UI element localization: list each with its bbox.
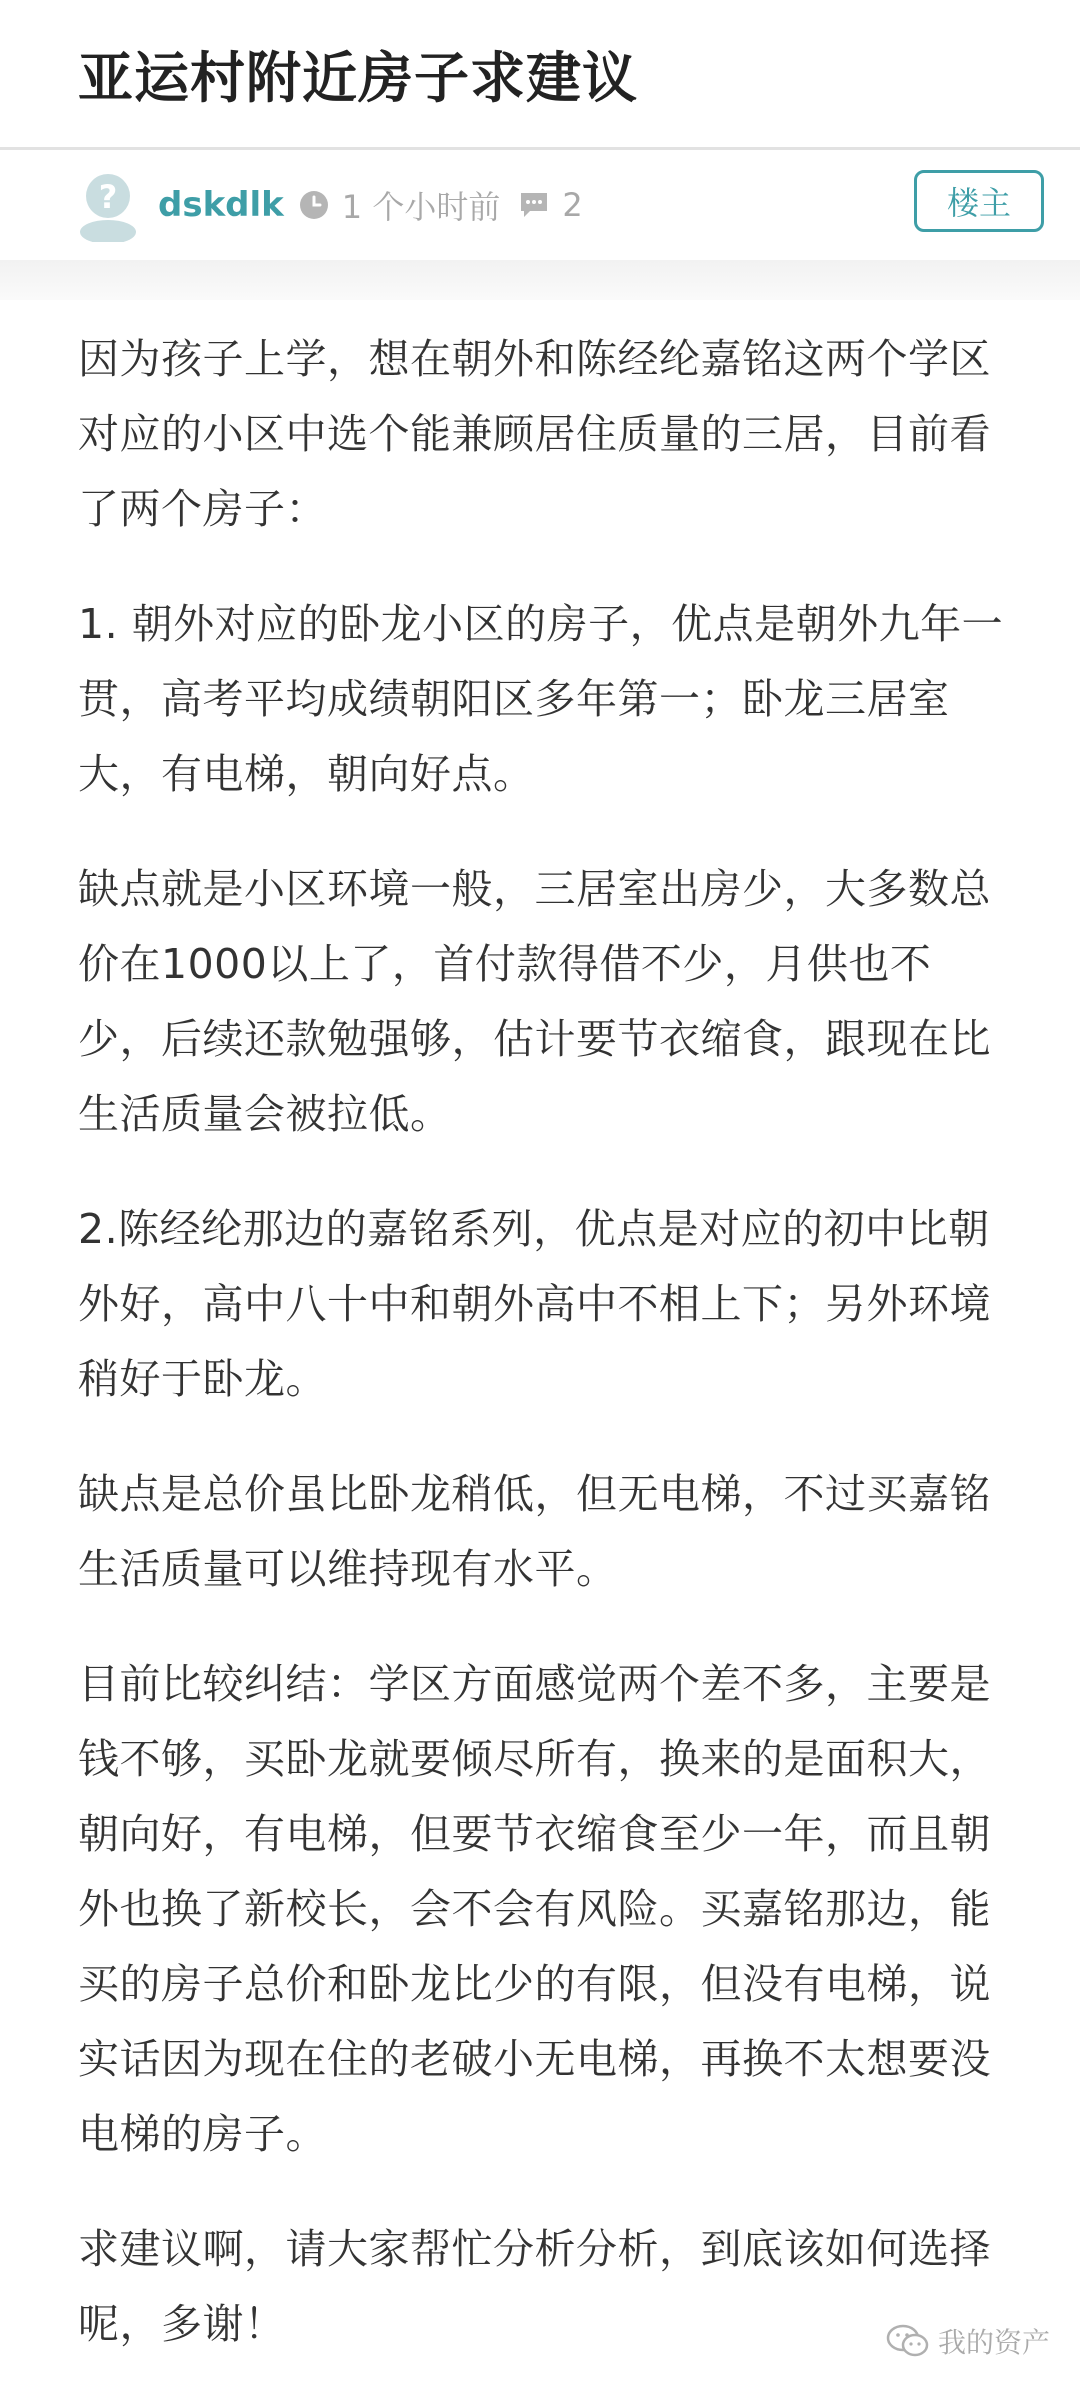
post-paragraph: 缺点就是小区环境一般，三居室出房少，大多数总价在1000以上了，首付款得借不少，月供也不少，后续还款勉强够，估计要节衣缩食，跟现在比生活质量会被拉低。 bbox=[78, 865, 991, 1138]
post-meta-bar bbox=[0, 150, 1080, 260]
watermark bbox=[886, 2321, 1050, 2361]
comment-count[interactable]: 2 bbox=[562, 186, 583, 224]
divider-band bbox=[0, 260, 1080, 300]
post-paragraph: 2.陈经纶那边的嘉铭系列，优点是对应的初中比朝外好，高中八十中和朝外高中不相上下；另外环境稍好于卧龙。 bbox=[78, 1205, 991, 1403]
post-time: 1 个小时前 bbox=[341, 188, 501, 226]
watermark-text: 我的资产 bbox=[937, 2326, 1050, 2359]
author-name[interactable]: dskdlk bbox=[158, 185, 284, 225]
wechat-icon bbox=[886, 2324, 930, 2358]
post-title: 亚运村附近房子求建议 bbox=[78, 46, 639, 110]
comment-icon[interactable] bbox=[518, 189, 550, 221]
post-paragraph: 因为孩子上学，想在朝外和陈经纶嘉铭这两个学区对应的小区中选个能兼顾居住质量的三居，目前看了两个房子： bbox=[78, 335, 991, 533]
svg-text:?: ? bbox=[98, 178, 118, 216]
post-paragraph: 缺点是总价虽比卧龙稍低，但无电梯，不过买嘉铭生活质量可以维持现有水平。 bbox=[78, 1470, 991, 1593]
post-paragraph: 求建议啊，请大家帮忙分析分析，到底该如何选择呢，多谢！ bbox=[78, 2225, 991, 2348]
op-badge: 楼主 bbox=[914, 170, 1044, 232]
post-paragraph: 1. 朝外对应的卧龙小区的房子，优点是朝外九年一贯，高考平均成绩朝阳区多年第一；卧龙三居室大，有电梯，朝向好点。 bbox=[78, 600, 1004, 798]
avatar-icon[interactable] bbox=[78, 168, 138, 242]
clock-icon bbox=[298, 189, 330, 221]
post-paragraph: 目前比较纠结：学区方面感觉两个差不多，主要是钱不够，买卧龙就要倾尽所有，换来的是面积大，朝向好，有电梯，但要节衣缩食至少一年，而且朝外也换了新校长，会不会有风险。买嘉铭那边，能买的房子总价和卧龙比少的有限，但没有电梯，说实话因为现在住的老破小无电梯，再换不太想要没电梯的房子。 bbox=[78, 1660, 991, 2158]
title-bar bbox=[0, 0, 1080, 150]
post-content bbox=[0, 300, 1080, 2362]
